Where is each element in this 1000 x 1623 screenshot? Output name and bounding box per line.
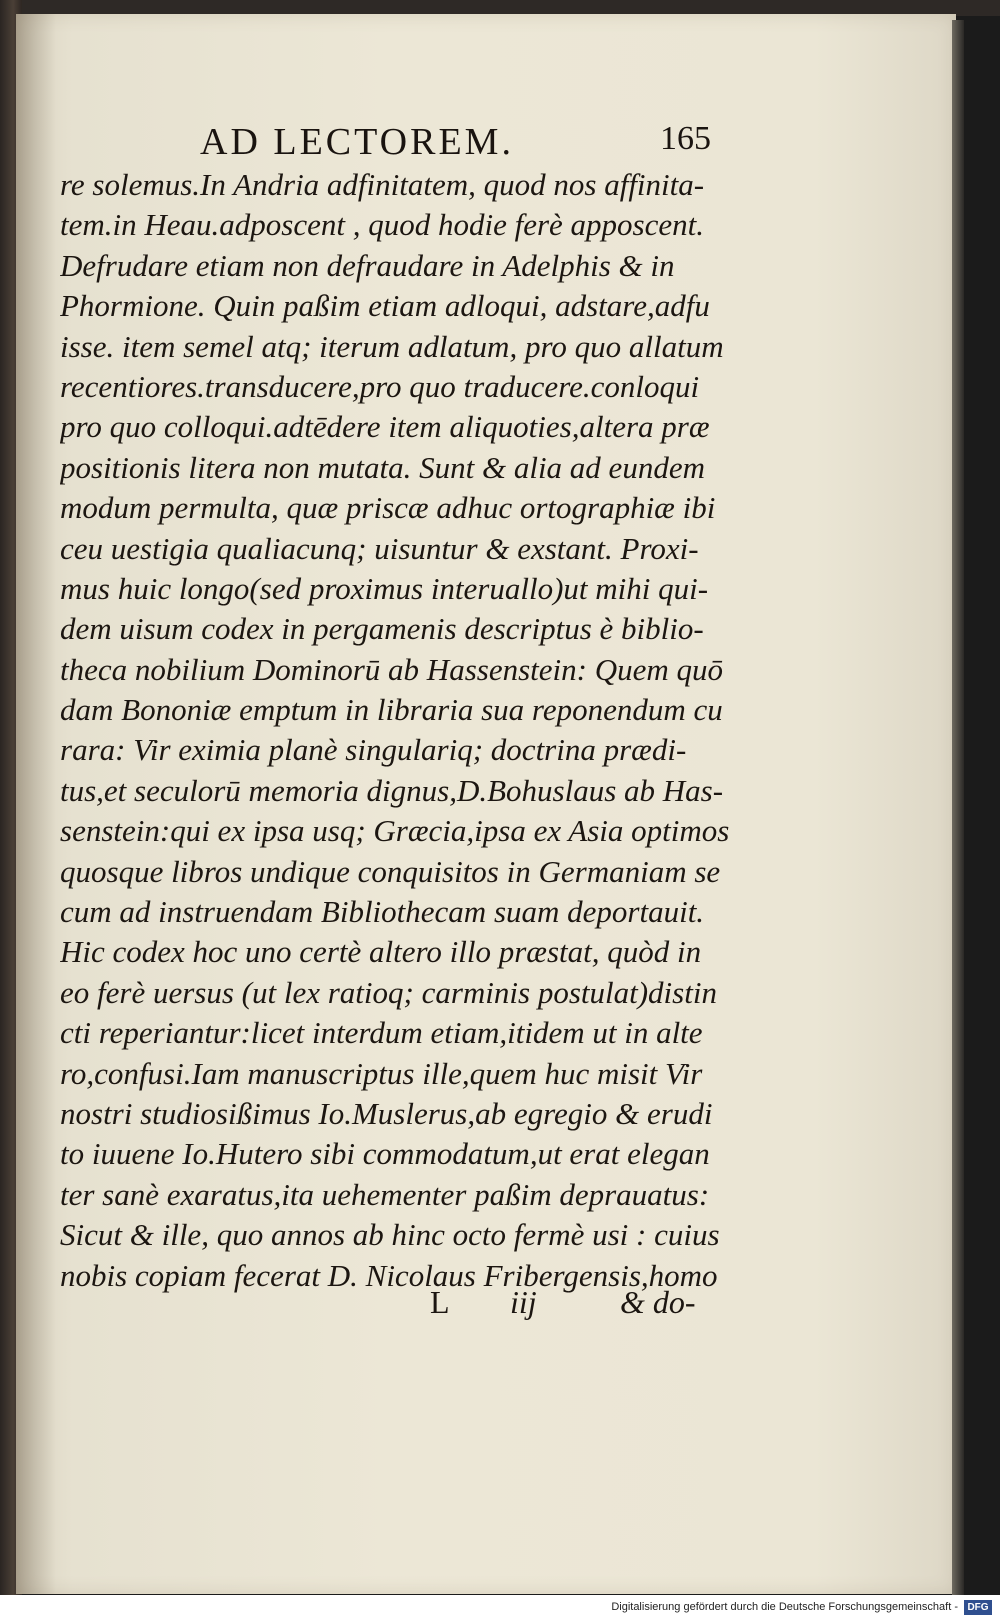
text-line: eo ferè uersus (ut lex ratioq; carminis postulat)distin <box>60 974 717 1010</box>
funding-credit: Digitalisierung gefördert durch die Deutsche Forschungsgemeinschaft - <box>611 1601 958 1613</box>
signature-number: iij <box>510 1284 537 1320</box>
dfg-logo-icon: DFG <box>964 1600 992 1615</box>
text-line: mus huic longo(sed proximus interuallo)ut mihi qui- <box>60 570 709 606</box>
text-line: isse. item semel atq; iterum adlatum, pro quo allatum <box>60 328 724 364</box>
text-line: Phormione. Quin paßim etiam adloqui, adstare,adfu <box>60 288 710 324</box>
text-line: rara: Vir eximia planè singulariq; doctrina prædi- <box>60 732 687 768</box>
text-line: ceu uestigia qualiacunq; uisuntur & exstant. Proxi- <box>60 530 699 566</box>
text-line: cum ad instruendam Bibliothecam suam deportauit. <box>60 894 705 930</box>
body-text <box>60 165 740 1296</box>
text-line: Defrudare etiam non defraudare in Adelphis & in <box>60 247 675 283</box>
text-line: tem.in Heau.adposcent , quod hodie ferè apposcent. <box>60 207 704 243</box>
text-line: cti reperiantur:licet interdum etiam,itidem ut in alte <box>60 1015 703 1051</box>
catchword: & do- <box>620 1284 696 1320</box>
text-line: nostri studiosißimus Io.Muslerus,ab egregio & erudi <box>60 1095 713 1131</box>
text-line: recentiores.transducere,pro quo traducere.conloqui <box>60 368 700 404</box>
text-line: dam Bononiæ emptum in libraria sua reponendum cu <box>60 692 723 728</box>
text-line: tus,et seculorū memoria dignus,D.Bohuslaus ab Has- <box>60 772 724 808</box>
page-number: 165 <box>660 120 711 157</box>
running-head: AD LECTOREM. <box>200 121 514 163</box>
page-footer <box>60 1284 740 1328</box>
text-line: ro,confusi.Iam manuscriptus ille,quem huc misit Vir <box>60 1055 703 1091</box>
signature-mark: L <box>430 1284 450 1320</box>
text-line: theca nobilium Dominorū ab Hassenstein: Quem quō <box>60 651 723 687</box>
text-line: pro quo colloqui.adtēdere item aliquoties,altera præ <box>60 409 710 445</box>
page-edge <box>952 20 964 1595</box>
credit-bar <box>0 1595 1000 1623</box>
text-line: positionis litera non mutata. Sunt & alia ad eundem <box>60 449 705 485</box>
text-line: modum permulta, quæ priscæ adhuc ortographiæ ibi <box>60 490 716 526</box>
text-line: senstein:qui ex ipsa usq; Græcia,ipsa ex Asia optimos <box>60 813 730 849</box>
text-line: ter sanè exaratus,ita uehementer paßim deprauatus: <box>60 1176 710 1212</box>
text-line: nobis copiam fecerat D. Nicolaus Fribergensis,homo <box>60 1257 718 1293</box>
text-line: to iuuene Io.Hutero sibi commodatum,ut erat elegan <box>60 1136 710 1172</box>
text-line: re solemus.In Andria adfinitatem, quod nos affinita- <box>60 167 705 202</box>
page-header <box>60 120 740 170</box>
text-line: Hic codex hoc uno certè altero illo præstat, quòd in <box>60 934 702 970</box>
text-line: quosque libros undique conquisitos in Germaniam se <box>60 853 721 889</box>
text-line: Sicut & ille, quo annos ab hinc octo fermè usi : cuius <box>60 1217 720 1253</box>
text-line: dem uisum codex in pergamenis descriptus è biblio- <box>60 611 704 647</box>
gutter-shadow <box>16 14 56 1594</box>
